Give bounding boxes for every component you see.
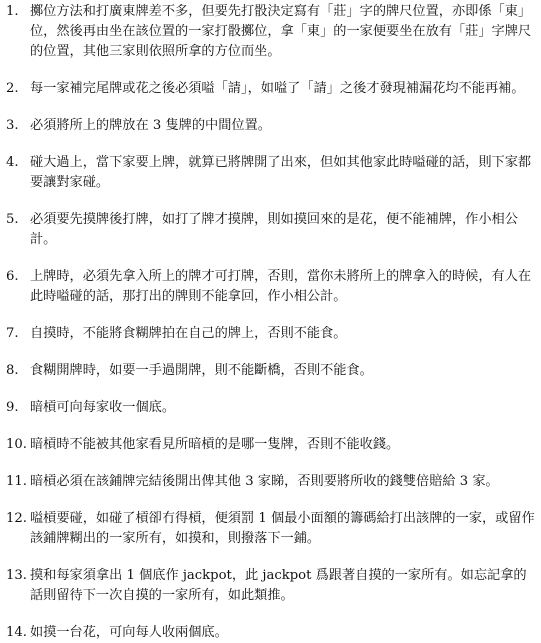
rule-number: 10.	[6, 437, 27, 452]
rule-text: 如摸一台花，可向每人收兩個底。	[30, 625, 228, 640]
rule-item	[6, 509, 536, 549]
rule-text: 暗槓必須在該鋪牌完結後開出俾其他 3 家睇，否則要將所收的錢雙倍賠給 3 家。	[30, 474, 499, 489]
rule-item	[6, 361, 536, 381]
rule-text: 必須將所上的牌放在 3 隻牌的中間位置。	[30, 118, 271, 133]
rule-item	[6, 210, 536, 250]
rule-item	[6, 79, 536, 99]
rule-number: 7.	[6, 326, 19, 341]
rule-text: 每一家補完尾牌或花之後必須嗌「請」，如嗌了「請」之後才發現補漏花均不能再補。	[30, 81, 525, 96]
rule-number: 13.	[6, 568, 27, 583]
rule-item	[6, 116, 536, 136]
rule-number: 14.	[6, 625, 27, 640]
rule-text: 嗌槓要碰，如碰了槓卻冇得槓，便須罰 1 個最小面額的籌碼給打出該牌的一家，或留作該鋪牌糊出的一家所有，如摸和，則撥落下一鋪。	[30, 511, 535, 546]
rule-number: 1.	[6, 4, 19, 19]
rule-text: 擲位方法和打廣東牌差不多，但要先打骰決定寫有「莊」字的牌尺位置，亦即係「東」位，然後再由坐在該位置的一家打骰擲位，拿「東」的一家便要坐在放有「莊」字牌尺的位置，其他三家則依照所拿的方位而坐。	[30, 4, 532, 59]
rule-number: 2.	[6, 81, 19, 96]
rule-item	[6, 324, 536, 344]
rule-number: 8.	[6, 363, 19, 378]
rule-number: 6.	[6, 269, 19, 284]
rule-number: 9.	[6, 400, 19, 415]
rule-item	[6, 267, 536, 307]
rule-text: 暗槓可向每家收一個底。	[30, 400, 176, 415]
rule-text: 上牌時，必須先拿入所上的牌才可打牌，否則，當你未將所上的牌拿入的時候，有人在此時嗌碰的話，那打出的牌則不能拿回，作小相公計。	[30, 269, 532, 304]
rule-number: 12.	[6, 511, 27, 526]
rule-text: 食糊開牌時，如要一手過開牌，則不能斷橋，否則不能食。	[30, 363, 373, 378]
rule-item	[6, 623, 536, 643]
rule-text: 碰大過上，當下家要上牌，就算已將牌開了出來，但如其他家此時嗌碰的話，則下家都要讓對家碰。	[30, 155, 532, 190]
rule-number: 5.	[6, 212, 19, 227]
rule-text: 必須要先摸牌後打牌，如打了牌才摸牌，則如摸回來的是花，便不能補牌，作小相公計。	[30, 212, 518, 247]
rule-text: 自摸時，不能將食糊牌拍在自己的牌上，否則不能食。	[30, 326, 347, 341]
rule-item	[6, 566, 536, 606]
rule-item	[6, 435, 536, 455]
rule-number: 3.	[6, 118, 19, 133]
rule-number: 4.	[6, 155, 19, 170]
rule-item	[6, 398, 536, 418]
rule-item	[6, 2, 536, 62]
rule-text: 摸和每家須拿出 1 個底作 jackpot，此 jackpot 爲跟著自摸的一家所有。如忘記拿的話則留待下一次自摸的一家所有，如此類推。	[30, 568, 527, 603]
rule-item	[6, 153, 536, 193]
rule-item	[6, 472, 536, 492]
rule-number: 11.	[6, 474, 27, 489]
rule-text: 暗槓時不能被其他家看見所暗槓的是哪一隻牌，否則不能收錢。	[30, 437, 400, 452]
rules-list	[6, 2, 536, 643]
